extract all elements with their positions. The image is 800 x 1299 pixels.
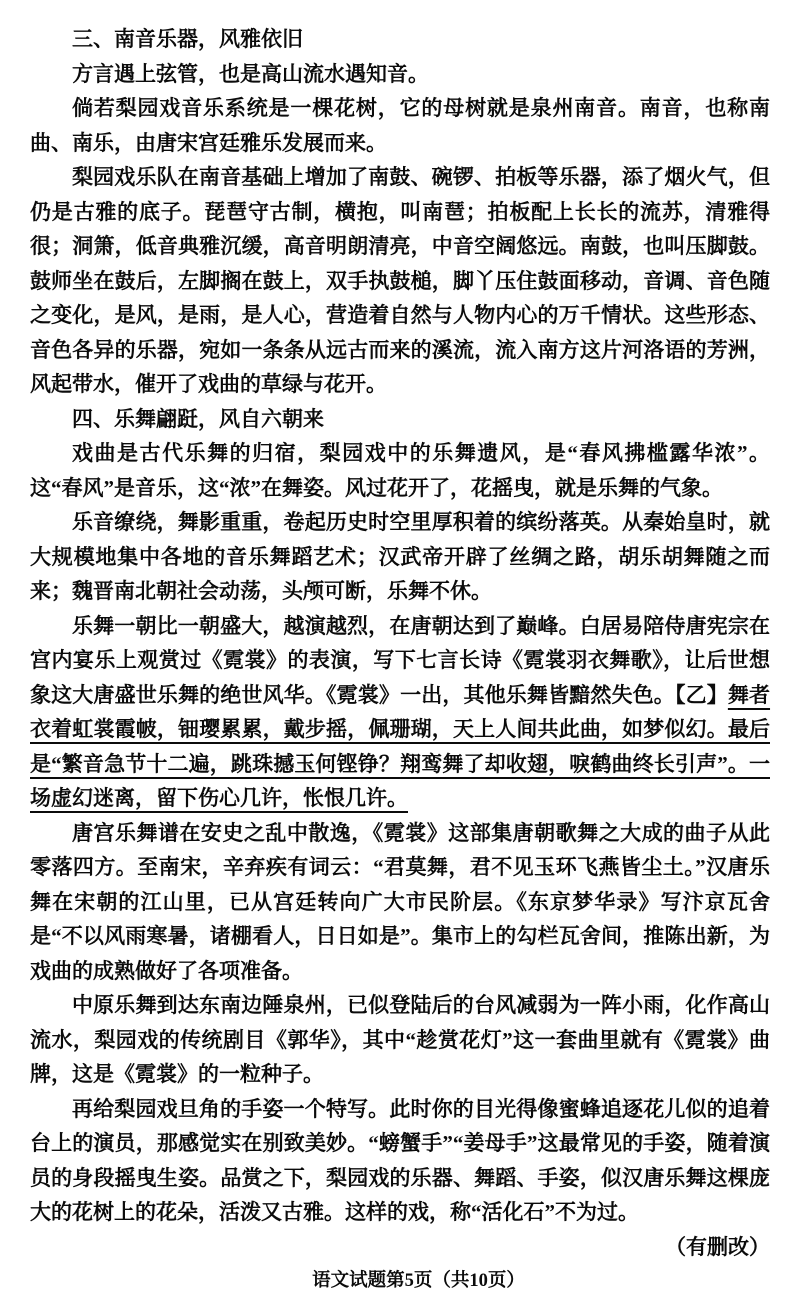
attribution-note: （有删改）	[665, 1234, 770, 1259]
paragraph-tangchao	[30, 609, 770, 816]
page-footer: 语文试题第5页（共10页）	[312, 1271, 525, 1291]
paragraph-huashu: 倘若梨园戏音乐系统是一棵花树，它的母树就是泉州南音。南音，也称南曲、南乐，由唐宋宫廷雅乐发展而来。	[30, 96, 770, 155]
paragraph-fangyan: 方言遇上弦管，也是高山流水遇知音。	[72, 61, 429, 86]
paragraph-zhongyuan: 中原乐舞到达东南边陲泉州，已似登陆后的台风减弱为一阵小雨，化作高山流水，梨园戏的传统剧目《郭华》，其中“趁赏花灯”这一套曲里就有《霓裳》曲牌，这是《霓裳》的一粒种子。	[30, 993, 770, 1086]
section-heading-yuewu: 四、乐舞翩跹，风自六朝来	[72, 406, 324, 431]
paragraph-xiqu: 戏曲是古代乐舞的归宿，梨园戏中的乐舞遗风，是“春风拂槛露华浓”。这“春风”是音乐，这“浓”在舞姿。风过花开了，花摇曳，就是乐舞的气象。	[30, 441, 770, 500]
underlined-passage: 舞者衣着虹裳霞帔，钿璎累累，戴步摇，佩珊瑚，天上人间共此曲，如梦似幻。最后是“繁音急节十二遍，跳珠撼玉何铿铮？翔鸾舞了却收翅，唳鹤曲终长引声”。一场虚幻迷离，留下伤心几许，怅恨几许。	[30, 682, 771, 810]
paragraph-shouzi: 再给梨园戏旦角的手姿一个特写。此时你的目光得像蜜蜂追逐花儿似的追着台上的演员，那感觉实在别致美妙。“螃蟹手”“姜母手”这最常见的手姿，随着演员的身段摇曳生姿。品赏之下，梨园戏的乐器、舞蹈、手姿，似汉唐乐舞这棵庞大的花树上的花朵，活泼又古雅。这样的戏，称“活化石”不为过。	[30, 1096, 770, 1224]
paragraph-yueqi: 梨园戏乐队在南音基础上增加了南鼓、碗锣、拍板等乐器，添了烟火气，但仍是古雅的底子。琵琶守古制，横抱，叫南琶；拍板配上长长的流苏，清雅得很；洞箫，低音典雅沉缓，高音明朗清亮，中音空阔悠远。南鼓，也叫压脚鼓。鼓师坐在鼓后，左脚搁在鼓上，双手执鼓槌，脚丫压住鼓面移动，音调、音色随之变化，是风，是雨，是人心，营造着自然与人物内心的万千情状。这些形态、音色各异的乐器，宛如一条条从远古而来的溪流，流入南方这片河洛语的芳洲，风起带水，催开了戏曲的草绿与花开。	[30, 165, 770, 396]
paragraph-yueyin: 乐音缭绕，舞影重重，卷起历史时空里厚积着的缤纷落英。从秦始皇时，就大规模地集中各地的音乐舞蹈艺术；汉武帝开辟了丝绸之路，胡乐胡舞随之而来；魏晋南北朝社会动荡，头颅可断，乐舞不休。	[30, 510, 770, 603]
section-heading-nanyin: 三、南音乐器，风雅依旧	[72, 27, 303, 51]
paragraph-tangchao-text: 乐舞一朝比一朝盛大，越演越烈，在唐朝达到了巅峰。白居易陪侍唐宪宗在宫内宴乐上观赏过《霓裳》的表演，写下七言长诗《霓裳羽衣舞歌》，让后世想象这大唐盛世乐舞的绝世风华。《霓裳》一出，其他乐舞皆黯然失色。	[30, 613, 770, 707]
annotation-marker-yi: 【乙】	[674, 682, 728, 707]
paragraph-sanyi: 唐宫乐舞谱在安史之乱中散逸，《霓裳》这部集唐朝歌舞之大成的曲子从此零落四方。至南宋，辛弃疾有词云：“君莫舞，君不见玉环飞燕皆尘土。”汉唐乐舞在宋朝的江山里，已从宫廷转向广大市民阶层。《东京梦华录》写汴京瓦舍是“不以风雨寒暑，诸棚看人，日日如是”。集市上的勾栏瓦舍间，推陈出新，为戏曲的成熟做好了各项准备。	[30, 820, 770, 983]
